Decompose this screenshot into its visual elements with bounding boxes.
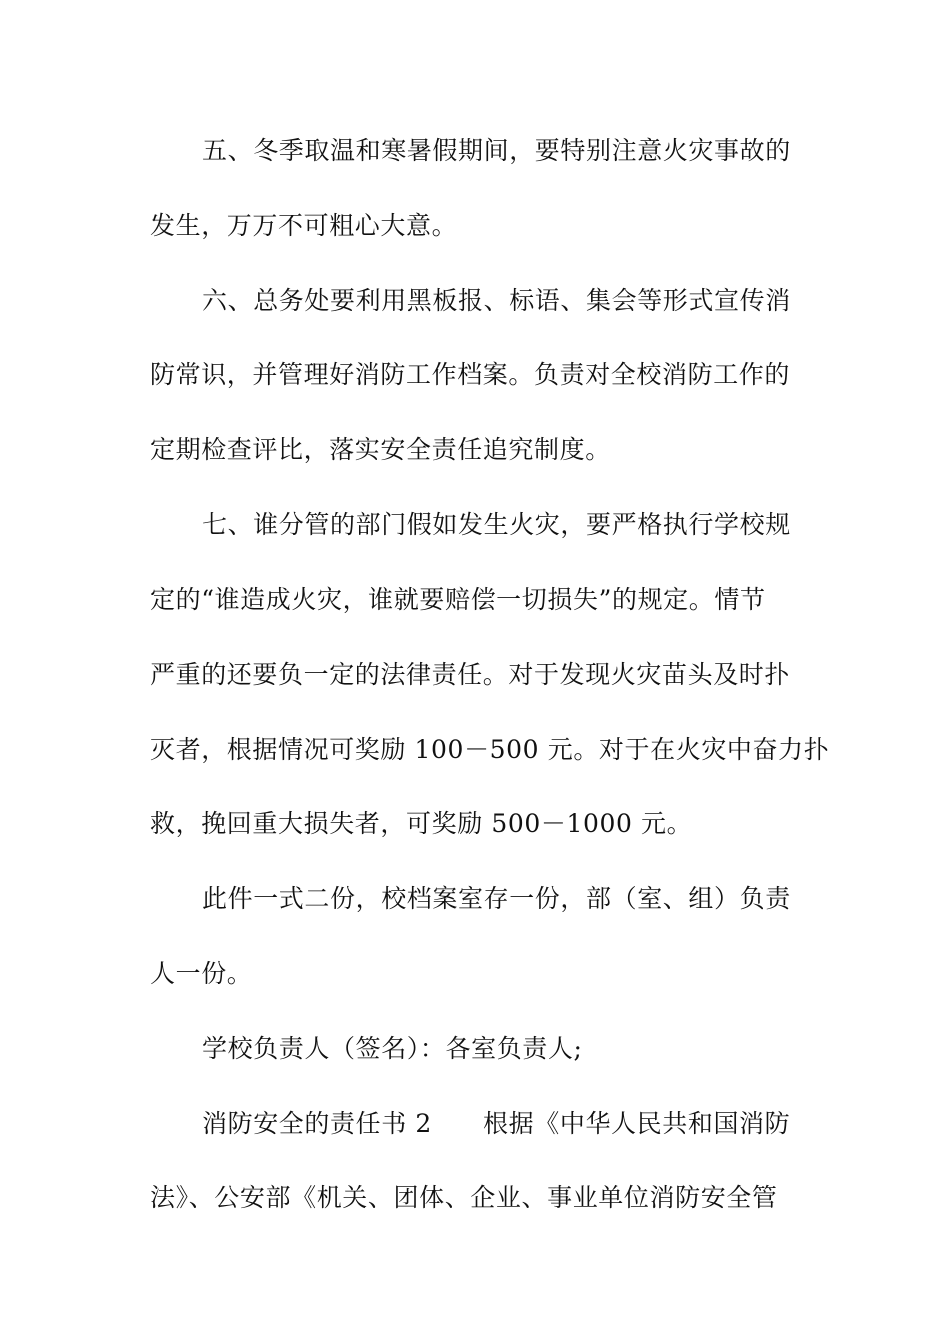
- text-line: 五、冬季取温和寒暑假期间，要特别注意火灾事故的: [202, 136, 791, 165]
- text-line: 消防安全的责任书 2 根据《中华人民共和国消防: [202, 1109, 791, 1138]
- text-line: 法》、公安部《机关、团体、企业、事业单位消防安全管: [150, 1183, 778, 1212]
- text-line: 七、谁分管的部门假如发生火灾，要严格执行学校规: [202, 510, 791, 539]
- text-line: 灭者，根据情况可奖励 100－500 元。对于在火灾中奋力扑: [150, 735, 830, 764]
- text-line: 此件一式二份，校档案室存一份，部（室、组）负责: [202, 884, 791, 913]
- text-line: 救，挽回重大损失者，可奖励 500－1000 元。: [150, 809, 693, 838]
- text-line: 防常识，并管理好消防工作档案。负责对全校消防工作的: [150, 360, 791, 389]
- text-line: 定期检查评比，落实安全责任追究制度。: [150, 435, 611, 464]
- text-line: 严重的还要负一定的法律责任。对于发现火灾苗头及时扑: [150, 660, 791, 689]
- text-line: 人一份。: [150, 959, 253, 988]
- text-line: 六、总务处要利用黑板报、标语、集会等形式宣传消: [202, 286, 791, 315]
- text-line: 定的“谁造成火灾，谁就要赔偿一切损失”的规定。情节: [150, 585, 766, 614]
- text-line: 学校负责人（签名）：各室负责人;: [202, 1034, 583, 1063]
- text-line: 发生，万万不可粗心大意。: [150, 211, 458, 240]
